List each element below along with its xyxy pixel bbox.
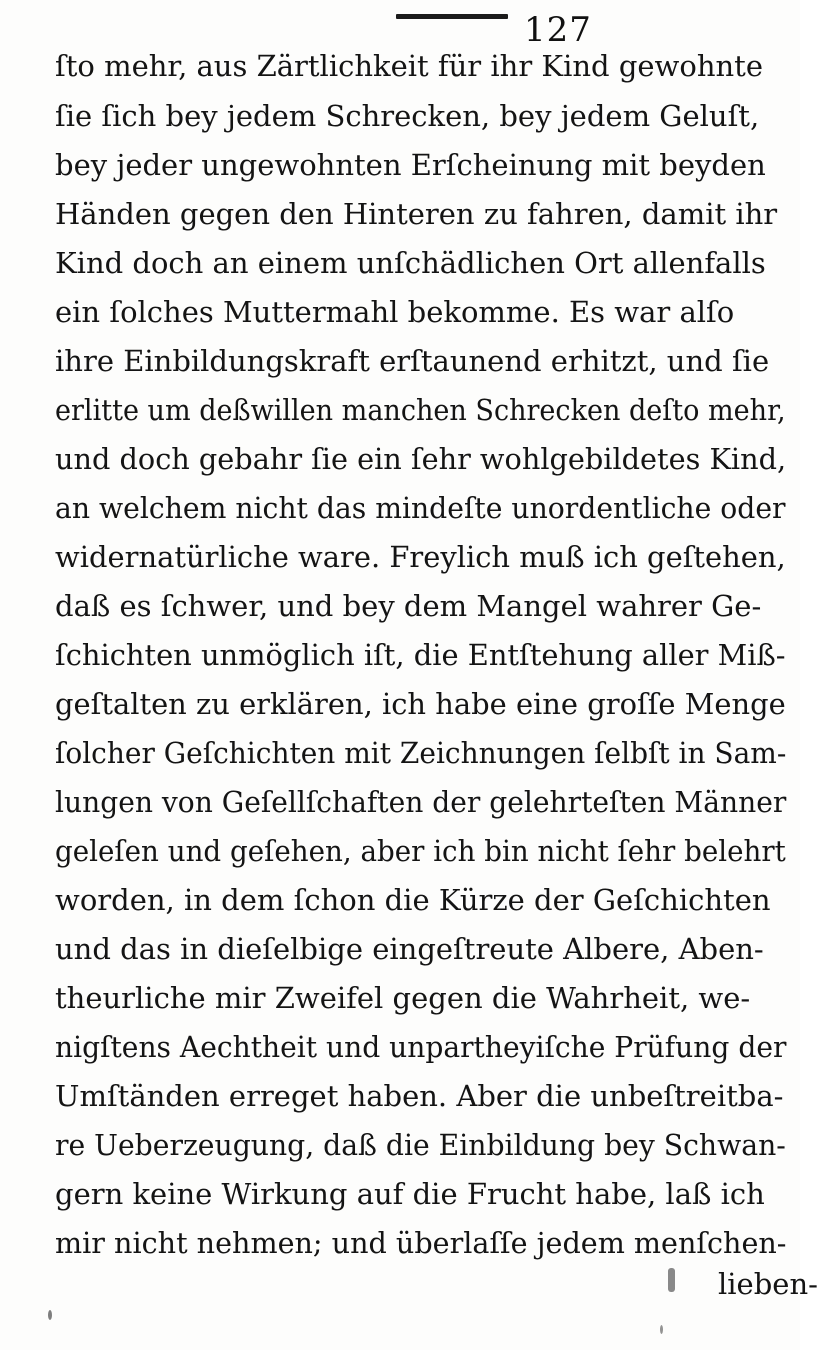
text-line: ein ſolches Muttermahl bekomme. Es war alſo — [55, 295, 735, 329]
text-line: geſtalten zu erklären, ich habe eine groſſe Menge — [55, 687, 786, 721]
text-line: Umſtänden erreget haben. Aber die unbeſtreitba- — [55, 1079, 784, 1113]
text-line: ſolcher Geſchichten mit Zeichnungen ſelbſt in Sam- — [55, 736, 787, 770]
text-line: erlitte um deßwillen manchen Schrecken deſto mehr, — [55, 393, 786, 427]
text-line: Kind doch an einem unſchädlichen Ort allenfalls — [55, 246, 766, 280]
text-line: und das in dieſelbige eingeſtreute Albere, Aben- — [55, 932, 764, 966]
text-line: worden, in dem ſchon die Kürze der Geſchichten — [55, 883, 771, 917]
ink-speck — [48, 1310, 52, 1320]
catchword: lieben- — [718, 1267, 818, 1301]
text-line: widernatürliche ware. Freylich muß ich geſtehen, — [55, 540, 786, 574]
text-line: Händen gegen den Hinteren zu fahren, damit ihr — [55, 197, 778, 231]
text-line: gern keine Wirkung auf die Frucht habe, laß ich — [55, 1177, 765, 1211]
text-line: an welchem nicht das mindeſte unordentliche oder — [55, 491, 786, 525]
text-line: geleſen und geſehen, aber ich bin nicht ſehr belehrt — [55, 834, 786, 868]
header-rule — [396, 14, 508, 19]
text-line: lungen von Geſellſchaften der gelehrteſten Männer — [55, 785, 787, 819]
text-line: bey jeder ungewohnten Erſcheinung mit beyden — [55, 148, 766, 182]
text-line: und doch gebahr ſie ein ſehr wohlgebildetes Kind, — [55, 442, 787, 476]
ink-speck — [660, 1325, 663, 1334]
page-number: 127 — [524, 10, 592, 50]
text-line: ihre Einbildungskraft erſtaunend erhitzt, und ſie — [55, 344, 770, 378]
text-line: re Ueberzeugung, daß die Einbildung bey Schwan- — [55, 1128, 786, 1162]
text-line: ſchichten unmöglich iſt, die Entſtehung aller Miß- — [55, 638, 786, 672]
text-line: nigſtens Aechtheit und unpartheyiſche Prüfung der — [55, 1030, 787, 1064]
text-line: mir nicht nehmen; und überlaſſe jedem menſchen- — [55, 1226, 787, 1260]
ink-speck — [668, 1268, 675, 1292]
text-line: ſto mehr, aus Zärtlichkeit für ihr Kind gewohnte — [55, 49, 763, 83]
text-line: theurliche mir Zweifel gegen die Wahrheit, we- — [55, 981, 751, 1015]
text-line: daß es ſchwer, und bey dem Mangel wahrer Ge- — [55, 589, 762, 623]
text-line: ſie ſich bey jedem Schrecken, bey jedem Geluſt, — [55, 99, 760, 133]
